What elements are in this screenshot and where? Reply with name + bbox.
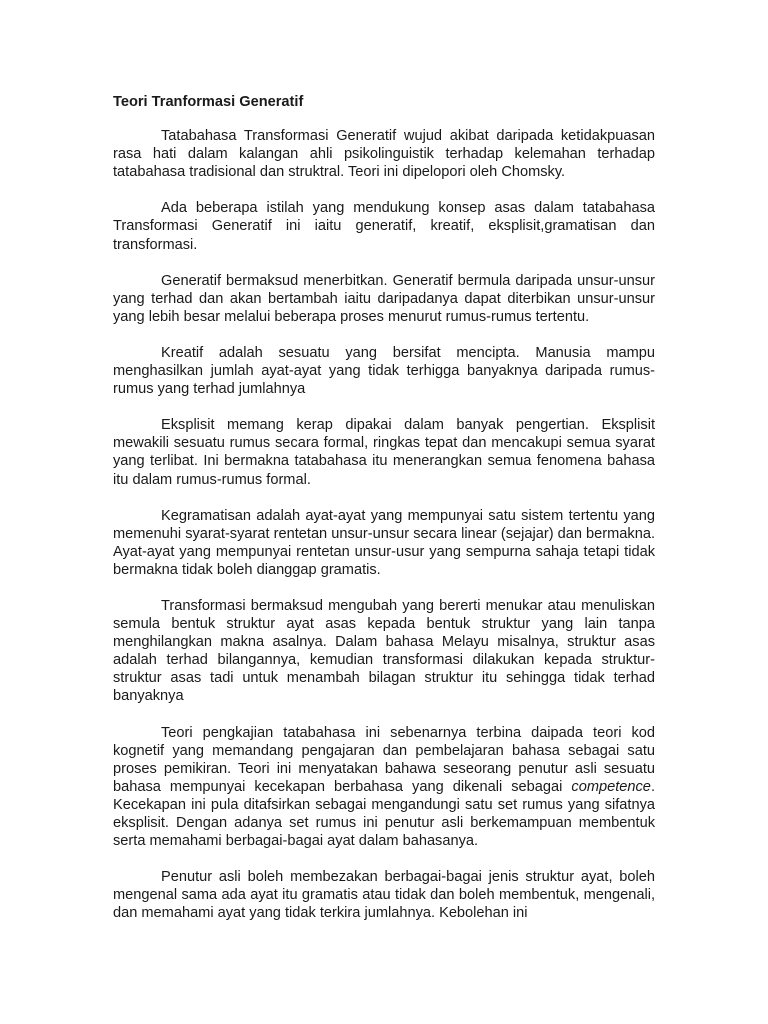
paragraph-transformasi: Transformasi bermaksud mengubah yang bererti menukar atau menuliskan semula bentuk struktur ayat asas kepada bentuk struktur yang lain tanpa menghilangkan makna asalnya. Dalam bahasa Melayu misalnya, struktur asas adalah terhad bilangannya, kemudian transformasi dilakukan kepada struktur-struktur asas tadi untuk menambah bilagan struktur itu sehingga tidak terhad banyaknya [113, 597, 655, 705]
paragraph-teori-pengkajian-text-end: . Kecekapan ini pula ditafsirkan sebagai mengandungi satu set rumus yang sifatnya eksplisit. Dengan adanya set rumus ini penutur asli berkemampuan membentuk serta memahami berbagai-bagai ayat dalam bahasanya. [113, 778, 655, 850]
paragraph-penutur-asli: Penutur asli boleh membezakan berbagai-bagai jenis struktur ayat, boleh mengenal sama ada ayat itu gramatis atau tidak dan boleh membentuk, mengenali, dan memahami ayat yang tidak terkira jumlahnya. Kebolehan ini [113, 869, 655, 922]
paragraph-terms: Ada beberapa istilah yang mendukung konsep asas dalam tatabahasa Transformasi Generatif ini iaitu generatif, kreatif, eksplisit,gramatisan dan transformasi. [113, 200, 655, 253]
paragraph-kreatif: Kreatif adalah sesuatu yang bersifat mencipta. Manusia mampu menghasilkan jumlah ayat-ayat yang tidak terhigga banyaknya daripada rumus-rumus yang terhad jumlahnya [113, 344, 655, 398]
paragraph-eksplisit: Eksplisit memang kerap dipakai dalam banyak pengertian. Eksplisit mewakili sesuatu rumus secara formal, ringkas tepat dan mencakupi semua syarat yang terlibat. Ini bermakna tatabahasa itu menerangkan semua fenomena bahasa itu dalam rumus-rumus formal. [113, 417, 655, 488]
paragraph-introduction: Tatabahasa Transformasi Generatif wujud akibat daripada ketidakpuasan rasa hati dalam kalangan ahli psikolinguistik terhadap kelemahan terhadap tatabahasa tradisional dan struktral. Teori ini dipelopori oleh Chomsky. [113, 128, 655, 181]
paragraph-teori-pengkajian-text-start: Teori pengkajian tatabahasa ini sebenarnya terbina daipada teori kod kognetif yang memandang pengajaran dan pembelajaran bahasa sebagai satu proses pemikiran. Teori ini menyatakan bahawa seseorang penutur asli sesuatu bahasa mempunyai kecekapan berbahasa yang dikenali sebagai [113, 724, 655, 795]
paragraph-generatif: Generatif bermaksud menerbitkan. Generatif bermula daripada unsur-unsur yang terhad dan akan bertambah iaitu daripadanya dapat diterbikan unsur-unsur yang lebih besar melalui beberapa proses menurut rumus-rumus tertentu. [113, 272, 655, 325]
paragraph-kegramatisan: Kegramatisan adalah ayat-ayat yang mempunyai satu sistem tertentu yang memenuhi syarat-syarat rentetan unsur-unsur secara linear (sejajar) dan bermakna. Ayat-ayat yang mempunyai rentetan unsur-usur yang sempurna sahaja tetapi tidak bermakna tidak boleh dianggap gramatis. [113, 507, 655, 578]
document-title: Teori Tranformasi Generatif [113, 94, 304, 110]
competence-term: competence [571, 778, 651, 795]
paragraph-teori-pengkajian [113, 724, 655, 851]
